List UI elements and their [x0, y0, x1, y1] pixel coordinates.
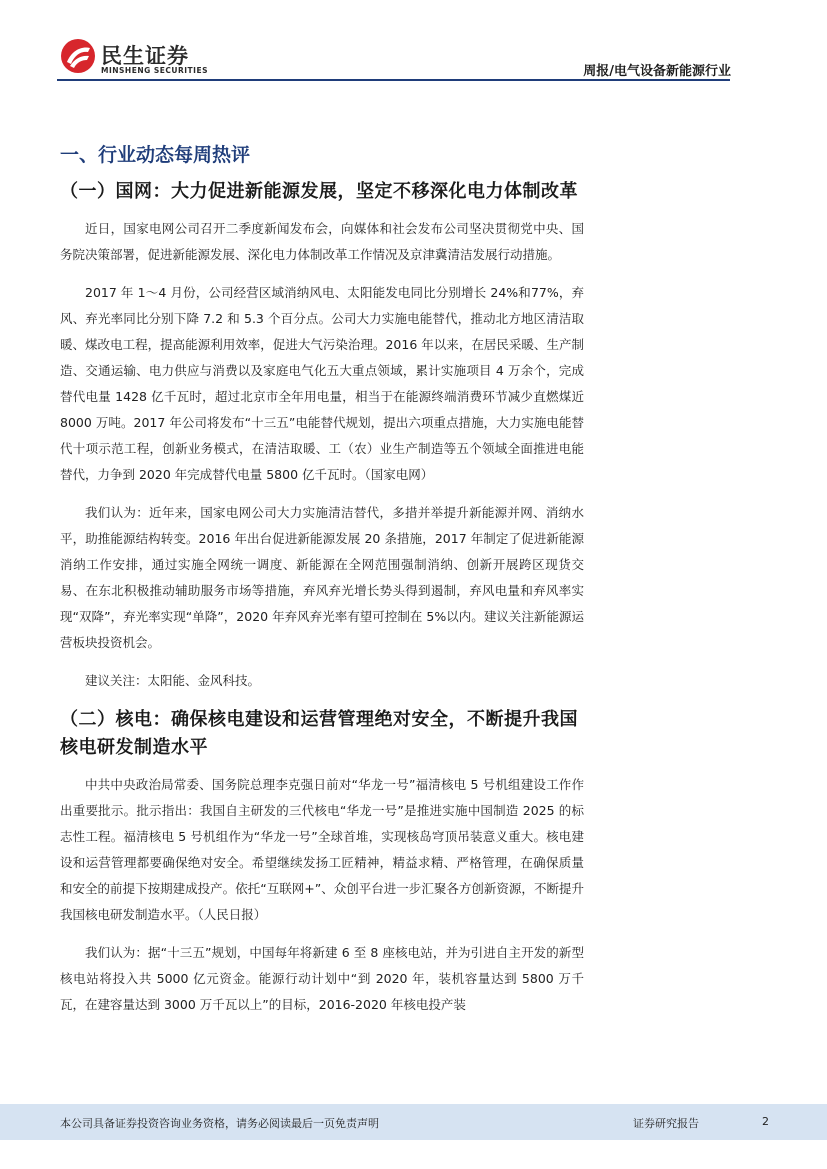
header-divider: [57, 79, 730, 81]
paragraph: 我们认为：据“十三五”规划，中国每年将新建 6 至 8 座核电站，并为引进自主开发的新型核电站将投入共 5000 亿元资金。能源行动计划中“到 2020 年，装机容量达到 5800 万千瓦，在建容量达到 3000 万千瓦以上”的目标，2016-2020 年核电投产装: [60, 945, 584, 1012]
paragraph: 2017 年 1～4 月份，公司经营区域消纳风电、太阳能发电同比分别增长 24%和77%，弃风、弃光率同比分别下降 7.2 和 5.3 个百分点。公司大力实施电能替代，推动北方地区清洁取暖、煤改电工程，提高能源利用效率，促进大气污染治理。2016 年以来，在居民采暖、生产制造、交通运输、电力供应与消费以及家庭电气化五大重点领域，累计实施项目 4 万余个，完成替代电量 1428 亿千瓦时，超过北京市全年用电量，相当于在能源终端消费环节减少直燃煤近 8000 万吨。2017 年公司将发布“十三五”电能替代规划，提出六项重点措施，大力实施电能替代十项示范工程，创新业务模式，在清洁取暖、工（农）业生产制造等五个领域全面推进电能替代，力争到 2020 年完成替代电量 5800 亿千瓦时。（国家电网）: [60, 285, 584, 482]
page-header: [0, 0, 827, 82]
paragraph: 我们认为：近年来，国家电网公司大力实施清洁替代，多措并举提升新能源并网、消纳水平，助推能源结构转变。2016 年出台促进新能源发展 20 条措施，2017 年制定了促进新能源消纳工作安排，通过实施全网统一调度、新能源在全网范围强制消纳、创新开展跨区现货交易、在东北积极推动辅助服务市场等措施，弃风弃光增长势头得到遏制，弃风电量和弃风率实现“双降”，弃光率实现“单降”，2020 年弃风弃光率有望可控制在 5%以内。建议关注新能源运营板块投资机会。: [60, 505, 584, 650]
subsection-title-1: （一）国网：大力促进新能源发展，坚定不移深化电力体制改革: [60, 181, 578, 202]
page-footer: [0, 1104, 827, 1140]
paragraph: 中共中央政治局常委、国务院总理李克强日前对“华龙一号”福清核电 5 号机组建设工作作出重要批示。批示指出：我国自主研发的三代核电“华龙一号”是推进实施中国制造 2025 的标志性工程。福清核电 5 号机组作为“华龙一号”全球首堆，实现核岛穹顶吊装意义重大。核电建设和运营管理都要确保绝对安全。希望继续发扬工匠精神，精益求精、严格管理，在确保质量和安全的前提下按期建成投产。依托“互联网+”、众创平台进一步汇聚各方创新资源，不断提升我国核电研发制造水平。（人民日报）: [60, 777, 584, 922]
paragraph: 建议关注：太阳能、金风科技。: [85, 673, 261, 688]
section-title: 一、行业动态每周热评: [60, 144, 251, 166]
report-category: 周报/电气设备新能源行业: [583, 64, 731, 79]
brand-name-en: MINSHENG SECURITIES: [101, 66, 208, 75]
subsection-title-2: （二）核电：确保核电建设和运营管理绝对安全，不断提升我国核电研发制造水平: [60, 709, 578, 758]
page-number: 2: [762, 1115, 769, 1128]
brand-name-cn: 民生证券: [101, 44, 189, 68]
minsheng-logo-icon: [60, 38, 96, 74]
main-content: [60, 140, 584, 1030]
footer-disclaimer: 本公司具备证券投资咨询业务资格，请务必阅读最后一页免责声明: [60, 1117, 379, 1130]
footer-report-type: 证券研究报告: [633, 1117, 699, 1130]
paragraph: 近日，国家电网公司召开二季度新闻发布会，向媒体和社会发布公司坚决贯彻党中央、国务院决策部署，促进新能源发展、深化电力体制改革工作情况及京津冀清洁发展行动措施。: [60, 221, 584, 262]
